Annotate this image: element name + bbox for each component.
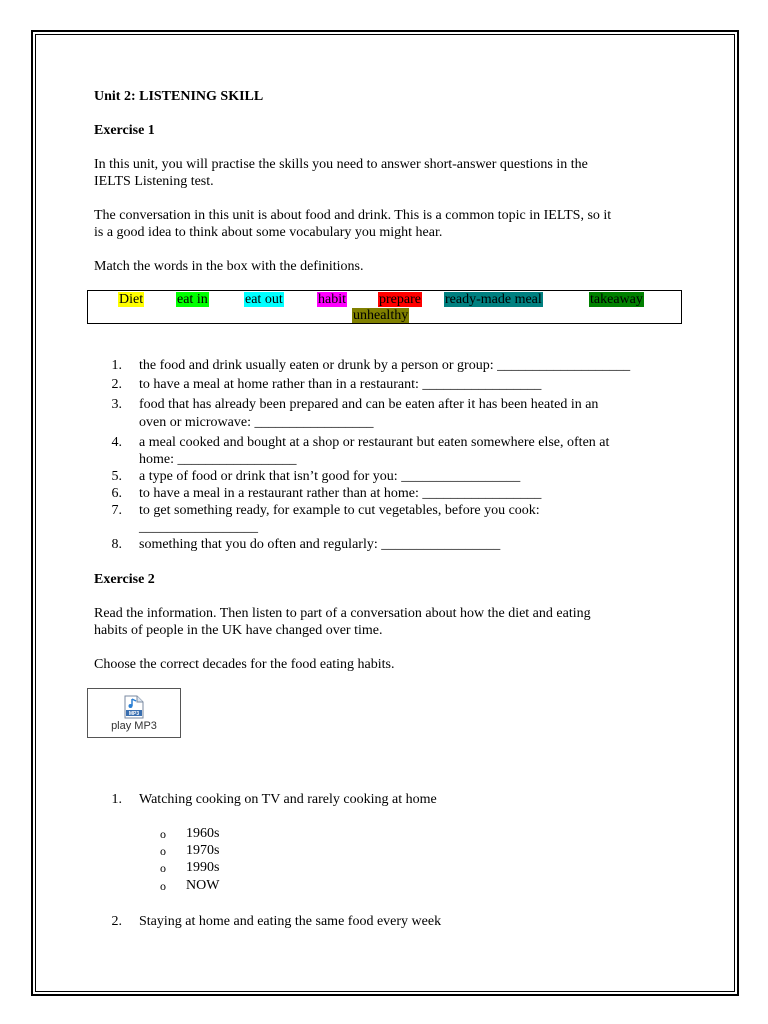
item-text-cont: oven or microwave: _________________ [139,415,374,430]
word-takeaway: takeaway [590,292,643,307]
match-instruction: Match the words in the box with the definitions. [94,259,364,274]
question-text: Watching cooking on TV and rarely cooking at home [139,792,437,807]
play-mp3-label: play MP3 [111,720,157,732]
question-number: 2. [111,914,122,929]
word-eat-in: eat in [177,292,208,307]
item-number: 4. [111,435,122,450]
word-ready-made-meal: ready-made meal [445,292,542,307]
para2-line-1: The conversation in this unit is about food and drink. This is a common topic in IELTS, so it [94,208,612,223]
ex2-para-line-2: habits of people in the UK have changed over time. [94,623,383,638]
item-number: 2. [111,377,122,392]
item-number: 3. [111,397,122,412]
ex2-para-line-1: Read the information. Then listen to part of a conversation about how the diet and eating [94,606,591,621]
item-text: something that you do often and regularly: _________________ [139,537,501,552]
ex2-instruction: Choose the correct decades for the food eating habits. [94,657,395,672]
item-text: to get something ready, for example to cut vegetables, before you cook: [139,503,540,518]
option-label: 1990s [186,860,220,875]
word-diet: Diet [119,292,144,307]
item-text: a type of food or drink that isn’t good for you: _________________ [139,469,521,484]
bullet-icon: o [160,827,166,841]
item-number: 7. [111,503,122,518]
play-mp3-button[interactable] [87,688,181,738]
option-label: 1970s [186,843,220,858]
item-number: 5. [111,469,122,484]
bullet-icon: o [160,861,166,875]
word-unhealthy: unhealthy [353,308,409,323]
item-text: to have a meal at home rather than in a restaurant: _________________ [139,377,542,392]
item-text: a meal cooked and bought at a shop or restaurant but eaten somewhere else, often at [139,435,610,450]
item-text: food that has already been prepared and can be eaten after it has been heated in an [139,397,599,412]
bullet-icon: o [160,879,166,893]
item-number: 8. [111,537,122,552]
question-number: 1. [111,792,122,807]
intro-line-1: In this unit, you will practise the skills you need to answer short-answer questions in the [94,157,588,172]
exercise1-heading: Exercise 1 [94,123,155,138]
item-number: 6. [111,486,122,501]
item-text-cont: _________________ [139,520,258,535]
option-label: 1960s [186,826,220,841]
item-number: 1. [111,358,122,373]
exercise2-heading: Exercise 2 [94,572,155,587]
mp3-badge-text: MP3 [128,711,140,717]
mp3-file-icon [124,695,144,719]
word-habit: habit [318,292,346,307]
para2-line-2: is a good idea to think about some vocabulary you might hear. [94,225,443,240]
item-text-cont: home: _________________ [139,452,297,467]
intro-line-2: IELTS Listening test. [94,174,214,189]
option-label: NOW [186,878,220,893]
word-box [87,290,682,324]
bullet-icon: o [160,844,166,858]
word-prepare: prepare [379,292,421,307]
unit-title: Unit 2: LISTENING SKILL [94,89,264,104]
item-text: the food and drink usually eaten or drunk by a person or group: ___________________ [139,358,631,373]
question-text: Staying at home and eating the same food every week [139,914,442,929]
item-text: to have a meal in a restaurant rather than at home: _________________ [139,486,542,501]
word-eat-out: eat out [245,292,283,307]
